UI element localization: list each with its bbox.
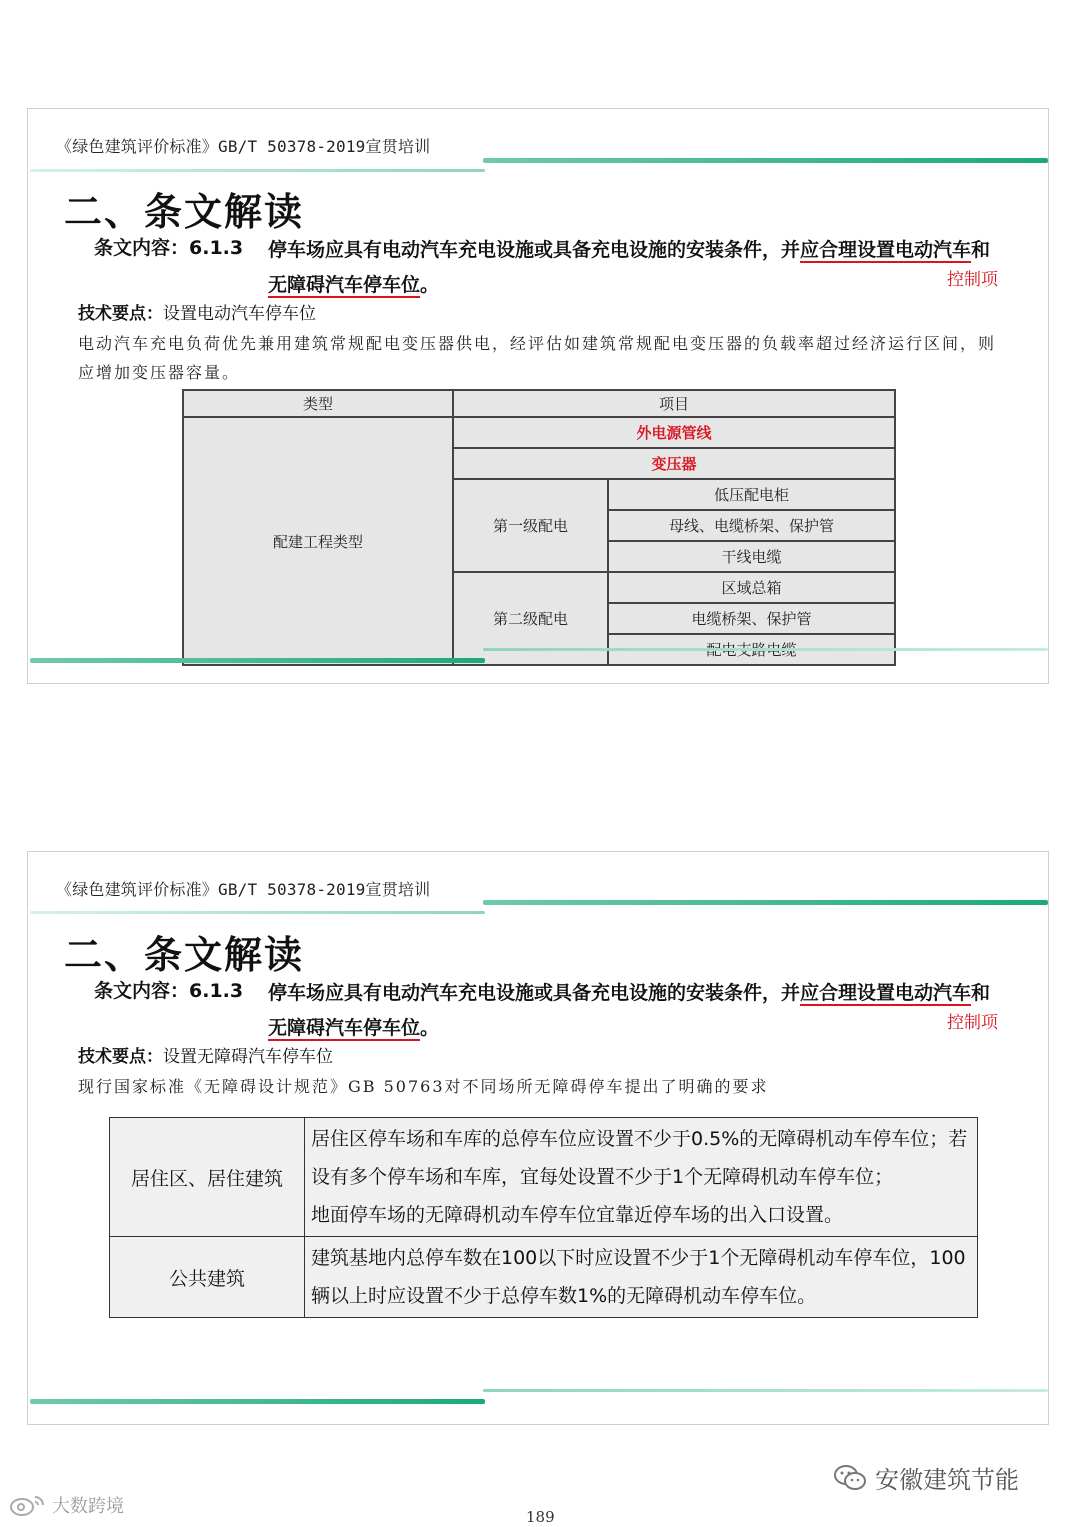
item-external-power: 外电源管线 xyxy=(453,417,895,448)
header-rule-left xyxy=(30,169,485,172)
header-rule-left xyxy=(30,911,485,914)
corner-watermark xyxy=(8,1492,124,1518)
tech-points-value: 设置无障碍汽车停车位 xyxy=(163,1047,333,1067)
tech-points xyxy=(78,299,316,324)
row-category: 配建工程类型 xyxy=(183,417,453,665)
level-one-distribution: 第一级配电 xyxy=(453,479,608,572)
tech-paragraph: 电动汽车充电负荷优先兼用建筑常规配电变压器供电，经评估如建筑常规配电变压器的负载率超过经济运行区间，则应增加变压器容量。 xyxy=(78,334,997,382)
accessible-parking-table xyxy=(109,1117,978,1318)
level-one-item: 低压配电柜 xyxy=(608,479,895,510)
item-transformer: 变压器 xyxy=(453,448,895,479)
clause-text xyxy=(268,233,1008,303)
level-one-item: 母线、电缆桥架、保护管 xyxy=(608,510,895,541)
public-building-requirement-text: 建筑基地内总停车数在100以下时应设置不少于1个无障碍机动车停车位，100辆以上时应设置不少于总停车数1%的无障碍机动车停车位。 xyxy=(311,1247,966,1307)
clause-label: 条文内容：6.1.3 xyxy=(94,980,244,1002)
clause-text xyxy=(268,976,1008,1046)
tech-paragraph: 现行国家标准《无障碍设计规范》GB 50763对不同场所无障碍停车提出了明确的要求 xyxy=(78,1077,769,1096)
residential-requirements xyxy=(305,1118,978,1237)
clause-underlined-accessible: 无障碍汽车停车位 xyxy=(268,274,421,296)
header-rule-right xyxy=(483,158,1048,163)
section-heading: 二、条文解读 xyxy=(64,933,305,977)
clause-text-part: 和 xyxy=(971,982,991,1004)
distribution-items-table xyxy=(182,389,896,666)
clause-text-part: 。 xyxy=(420,1017,440,1039)
clause-text-part: 停车场应具有电动汽车充电设施或具备充电设施的安装条件，并 xyxy=(268,239,801,261)
clause-underlined-ev: 应合理设置电动汽车 xyxy=(800,982,972,1004)
tech-points-label: 技术要点： xyxy=(78,1047,163,1067)
category-public-building: 公共建筑 xyxy=(110,1237,305,1318)
slide-header-title: 《绿色建筑评价标准》GB/T 50378-2019宣贯培训 xyxy=(56,137,431,156)
wechat-icon xyxy=(833,1464,867,1492)
level-one-item: 干线电缆 xyxy=(608,541,895,572)
tech-points-label: 技术要点： xyxy=(78,304,163,324)
clause-text-part: 和 xyxy=(971,239,991,261)
clause-text-part: 。 xyxy=(420,274,440,296)
corner-watermark-text: 大数跨境 xyxy=(52,1496,124,1517)
clause-label: 条文内容：6.1.3 xyxy=(94,237,244,259)
clause-text-part: 停车场应具有电动汽车充电设施或具备充电设施的安装条件，并 xyxy=(268,982,801,1004)
wechat-account-name: 安徽建筑节能 xyxy=(875,1466,1019,1494)
public-building-requirement xyxy=(305,1237,978,1318)
slide-electric-vehicle-parking xyxy=(27,108,1049,684)
table-header-type: 类型 xyxy=(183,390,453,417)
level-two-distribution: 第二级配电 xyxy=(453,572,608,665)
residential-requirement-2: 地面停车场的无障碍机动车停车位宜靠近停车场的出入口设置。 xyxy=(311,1204,844,1226)
header-rule-right xyxy=(483,900,1048,905)
table-header-item: 项目 xyxy=(453,390,895,417)
category-residential: 居住区、居住建筑 xyxy=(110,1118,305,1237)
footer-rule-right xyxy=(483,1389,1048,1392)
footer-rule-left xyxy=(30,658,485,663)
wechat-watermark xyxy=(833,1460,1019,1495)
section-heading: 二、条文解读 xyxy=(64,190,305,234)
footer-rule-left xyxy=(30,1399,485,1404)
footer-rule-right xyxy=(483,648,1048,651)
tech-points-value: 设置电动汽车停车位 xyxy=(163,304,316,324)
residential-requirement-1: 居住区停车场和车库的总停车位应设置不少于0.5%的无障碍机动车停车位；若设有多个停车场和车库，宜每处设置不少于1个无障碍机动车停车位； xyxy=(311,1128,968,1188)
clause-underlined-ev: 应合理设置电动汽车 xyxy=(800,239,972,261)
slide-accessible-parking xyxy=(27,851,1049,1425)
weibo-icon xyxy=(8,1493,48,1517)
level-two-item: 电缆桥架、保护管 xyxy=(608,603,895,634)
slide-header-title: 《绿色建筑评价标准》GB/T 50378-2019宣贯培训 xyxy=(56,880,431,899)
tech-points xyxy=(78,1042,333,1067)
clause-underlined-accessible: 无障碍汽车停车位 xyxy=(268,1017,421,1039)
level-two-item: 区域总箱 xyxy=(608,572,895,603)
page-number: 189 xyxy=(526,1508,555,1526)
control-item-tag: 控制项 xyxy=(947,1013,998,1033)
control-item-tag: 控制项 xyxy=(947,270,998,290)
